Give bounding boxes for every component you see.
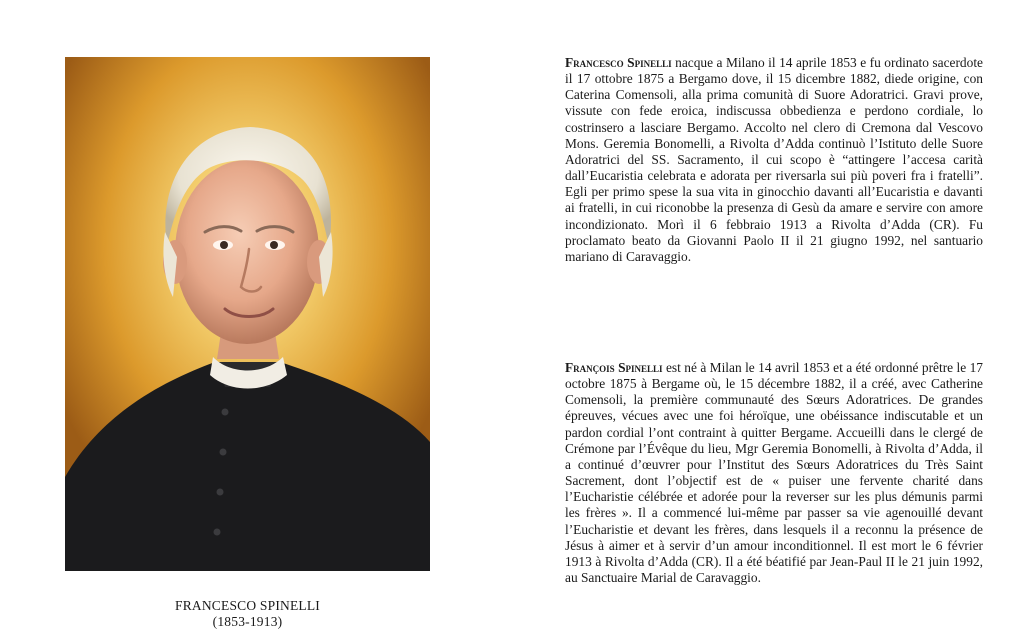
biography-french-name: François Spinelli: [565, 360, 663, 375]
biography-italian-name: Francesco Spinelli: [565, 55, 672, 70]
priest-portrait-illustration: [65, 57, 430, 571]
biography-italian-text: nacque a Milano il 14 aprile 1853 e fu ordinato sacerdote il 17 ottobre 1875 a Bergamo dove, il 15 dicembre 1882, diede origine, con Caterina Comensoli, alla prima comunità di Suore Adoratrici. Gravi prove, vissute con fede eroica, indiscussa obbedienza e perdono cordiale, lo costrinsero a lasciare Bergamo. Accolto nel clero di Cremona dal Vescovo Mons. Geremia Bonomelli, a Rivolta d’Adda continuò l’Istituto delle Suore Adoratrici del SS. Sacramento, il cui scopo è “attingere l’accesa carità dall’Eucaristia celebrata e adorata per riversarla sui più poveri fra i fratelli”. Egli per primo spese la sua vita in ginocchio davanti all’Eucaristia e davanti ai fratelli, in cui riconobbe la presenza di Gesù da amare e servire con amore incondizionato. Morì il 6 febbraio 1913 a Rivolta d’Adda (CR). Fu proclamato beato da Giovanni Paolo II il 21 giugno 1992, nel santuario mariano di Caravaggio.: [565, 55, 983, 264]
portrait-caption-years: (1853-1913): [212, 614, 283, 629]
biography-italian: [565, 55, 983, 265]
biography-french: [565, 360, 983, 586]
biography-french-text: est né à Milan le 14 avril 1853 et a été ordonné prêtre le 17 octobre 1875 à Bergame où, le 15 décembre 1882, il a créé, avec Catherine Comensoli, la première communauté des Sœurs Adoratrices. De grandes épreuves, vécues avec une foi héroïque, une obéissance indiscutable et un pardon cordial l’ont contraint à quitter Bergame. Accueilli dans le clergé de Crémone par l’Évêque du lieu, Mgr Geremia Bonomelli, à Rivolta d’Adda, il a continué d’œuvrer pour l’Institut des Sœurs Adoratrices du Très Saint Sacrement, dont l’objectif est de « puiser une fervente charité dans l’Eucharistie célébrée et adorée pour la reverser sur les plus démunis parmi les frères ». Il a commencé lui-même par passer sa vie agenouillé devant l’Eucharistie et devant les frères, dans lesquels il a reconnu la présence de Jésus à aimer et à servir d’un amour inconditionnel. Il est mort le 6 février 1913 à Rivolta d’Adda (CR). Il a été béatifié par Jean-Paul II le 21 juin 1992, au Sanctuaire Marial de Caravaggio.: [565, 360, 983, 586]
portrait-image: [65, 57, 430, 571]
portrait-caption-name: FRANCESCO SPINELLI: [175, 598, 320, 613]
